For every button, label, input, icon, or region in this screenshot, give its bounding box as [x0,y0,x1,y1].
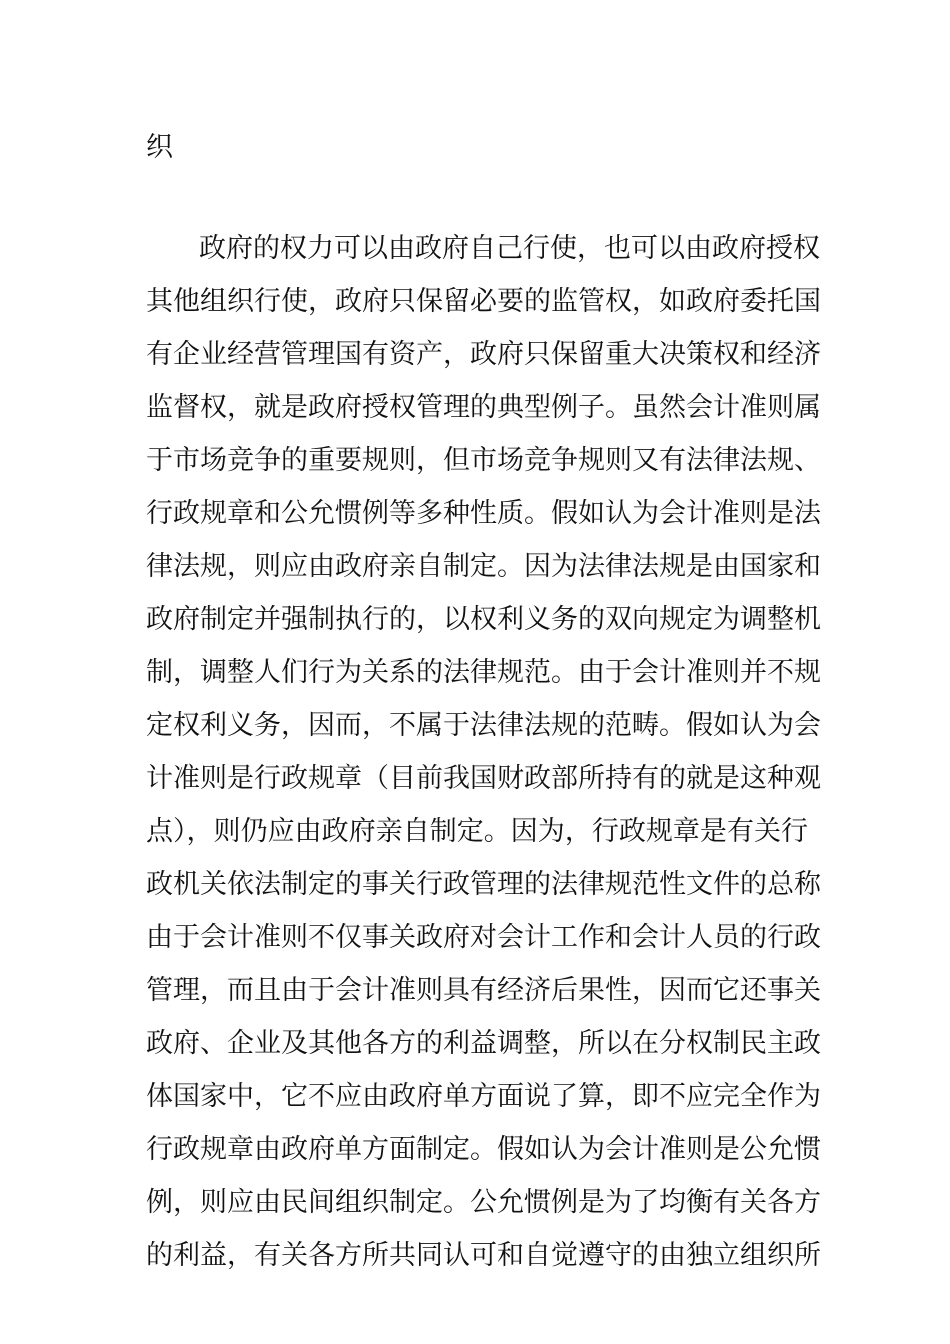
heading-fragment: 织 [146,132,173,163]
paragraph-line-4: 监督权，就是政府授权管理的典型例子。虽然会计准则属 [146,392,821,423]
paragraph-line-1: 政府的权力可以由政府自己行使，也可以由政府授权 [199,233,820,264]
paragraph-line-10: 定权利义务，因而，不属于法律法规的范畴。假如认为会 [146,710,821,741]
paragraph-line-15: 管理，而且由于会计准则具有经济后果性，因而它还事关 [146,975,821,1006]
paragraph-line-3: 有企业经营管理国有资产，政府只保留重大决策权和经济 [146,339,821,370]
paragraph-line-5: 于市场竞争的重要规则，但市场竞争规则又有法律法规、 [146,445,821,476]
paragraph-line-2: 其他组织行使，政府只保留必要的监管权，如政府委托国 [146,286,821,317]
paragraph-line-6: 行政规章和公允惯例等多种性质。假如认为会计准则是法 [146,498,821,529]
paragraph-line-19: 例，则应由民间组织制定。公允惯例是为了均衡有关各方 [146,1187,821,1218]
paragraph-line-16: 政府、企业及其他各方的利益调整，所以在分权制民主政 [146,1028,821,1059]
paragraph-line-9: 制，调整人们行为关系的法律规范。由于会计准则并不规 [146,657,821,688]
paragraph-line-20: 的利益，有关各方所共同认可和自觉遵守的由独立组织所 [146,1240,821,1271]
paragraph-line-12: 点），则仍应由政府亲自制定。因为，行政规章是有关行 [146,816,808,847]
paragraph-line-13: 政机关依法制定的事关行政管理的法律规范性文件的总称 [146,869,821,900]
paragraph-line-18: 行政规章由政府单方面制定。假如认为会计准则是公允惯 [146,1134,821,1165]
paragraph-line-11: 计准则是行政规章（目前我国财政部所持有的就是这种观 [146,763,821,794]
paragraph-line-7: 律法规，则应由政府亲自制定。因为法律法规是由国家和 [146,551,821,582]
paragraph-line-8: 政府制定并强制执行的，以权利义务的双向规定为调整机 [146,604,821,635]
paragraph-line-17: 体国家中，它不应由政府单方面说了算，即不应完全作为 [146,1081,821,1112]
paragraph-line-14: 由于会计准则不仅事关政府对会计工作和会计人员的行政 [146,922,821,953]
